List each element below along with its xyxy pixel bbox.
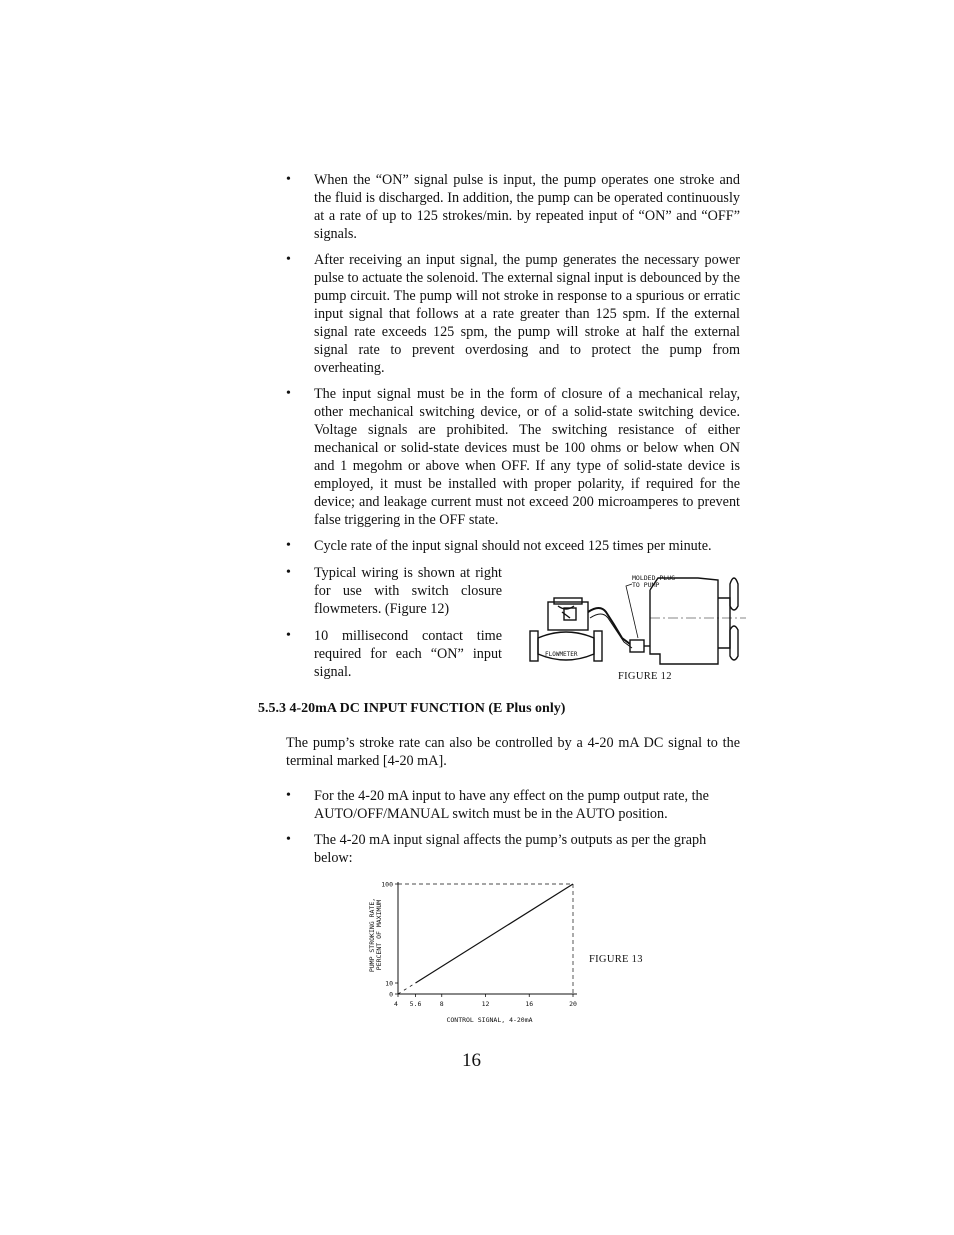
bullet-power-pulse (286, 251, 740, 377)
bullet-dot: • (286, 565, 291, 580)
figure-12-caption: FIGURE 12 (618, 671, 672, 682)
bullet-text: When the “ON” signal pulse is input, the pump operates one stroke and the fluid is discharged. In addition, the pump can be operated continuously at a rate of up to 125 strokes/min. by repeated input of “ON” and “OFF” signals. (314, 172, 740, 242)
y-tick-label: 0 (389, 990, 393, 999)
bullet-dot: • (286, 628, 291, 643)
bullet-dot: • (286, 386, 291, 401)
bullet-text: Typical wiring is shown at right for use with switch closure flowmeters. (Figure 12) (314, 565, 502, 617)
bullet-graph-intro (286, 831, 740, 867)
bullet-text: The 4-20 mA input signal affects the pump’s outputs as per the graph below: (314, 832, 707, 866)
x-tick-label: 4 (394, 1000, 398, 1008)
bullet-dot: • (286, 832, 291, 847)
x-tick-label: 12 (481, 1000, 490, 1008)
x-tick-label: 5.6 (409, 1000, 422, 1008)
figure-13-chart (360, 872, 590, 1028)
y-tick-label: 100 (381, 880, 393, 889)
y-axis-label-line1: PUMP STROKING RATE, (368, 897, 376, 973)
x-axis-label: CONTROL SIGNAL, 4-20mA (446, 1016, 533, 1024)
bullet-text: 10 millisecond contact time required for each “ON” input signal. (314, 628, 502, 680)
bullet-text: The input signal must be in the form of closure of a mechanical relay, other mechanical switching device, or of a solid-state switching device. Voltage signals are prohibited. The switching resistance of either mechanical or solid-state devices must be 100 ohms or below when ON and 1 megohm or above when OFF. If any type of solid-state device is employed, it must be installed with proper polarity, if required for the device; and leakage current must not exceed 200 microamperes to prevent false triggering in the OFF state. (314, 386, 740, 528)
label-flowmeter: FLOWMETER (545, 651, 578, 658)
x-tick-label: 20 (569, 1000, 577, 1008)
bullet-dot: • (286, 172, 291, 187)
y-tick-label: 10 (385, 979, 393, 988)
y-axis-label-line2: PERCENT OF MAXIMUM (375, 899, 383, 971)
page-number: 16 (462, 1050, 481, 1071)
intro-paragraph: The pump’s stroke rate can also be controlled by a 4-20 mA DC signal to the terminal marked [4-20 mA]. (286, 735, 740, 769)
bullet-dot: • (286, 538, 291, 553)
label-to-pump: TO PUMP (632, 581, 660, 589)
section-heading: 5.5.3 4-20mA DC INPUT FUNCTION (E Plus only) (258, 701, 566, 716)
bullet-auto-switch (286, 787, 740, 823)
figure-12-wiring-diagram (518, 568, 750, 674)
bullet-text: For the 4-20 mA input to have any effect on the pump output rate, the AUTO/OFF/MANUAL switch must be in the AUTO position. (314, 788, 709, 822)
bullet-signal-form (286, 385, 740, 529)
bullet-text: Cycle rate of the input signal should not exceed 125 times per minute. (314, 538, 712, 554)
flowmeter-illustration (530, 584, 644, 661)
bullet-on-signal (286, 171, 740, 243)
x-tick-label: 16 (525, 1000, 534, 1008)
series-line (416, 884, 574, 983)
bullet-dot: • (286, 788, 291, 803)
bullet-text: After receiving an input signal, the pump generates the necessary power pulse to actuate the solenoid. The external signal input is debounced by the pump circuit. The pump will not stroke in response to a spurious or erratic input signal that follows at a rate greater than 125 spm. If the external signal rate exceeds 125 spm, the pump will stroke at half the external signal rate to prevent overdosing and to protect the pump from overheating. (314, 252, 740, 376)
figure-13-caption: FIGURE 13 (589, 954, 643, 965)
label-molded-plug: MOLDED PLUG (632, 574, 676, 582)
bullet-dot: • (286, 252, 291, 267)
low-signal-dashed-segment (398, 983, 416, 994)
pump-illustration (644, 578, 738, 664)
x-tick-label: 8 (439, 1000, 444, 1008)
bullet-cycle-rate (286, 537, 740, 555)
